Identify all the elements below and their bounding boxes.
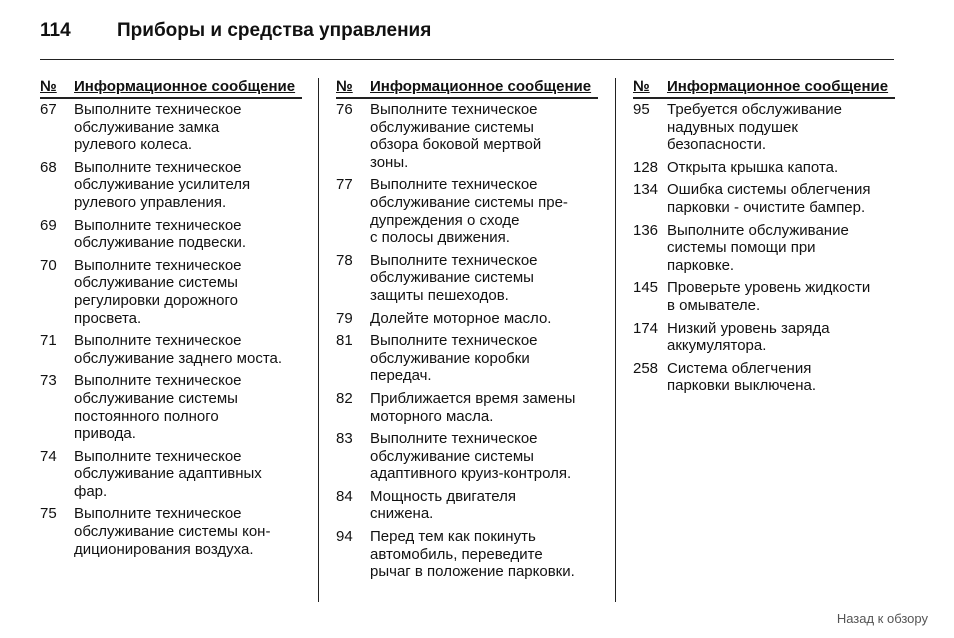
header-divider [40, 59, 894, 60]
message-row [633, 320, 895, 355]
message-row [40, 332, 302, 367]
message-text: Требуется обслуживание надувных подушек безопасности. [667, 101, 843, 154]
message-column-3 [633, 78, 895, 400]
message-number: 258 [633, 359, 659, 377]
message-number: 70 [40, 256, 57, 274]
message-row [633, 159, 895, 177]
column-divider [318, 78, 319, 602]
message-text: Мощность двигателя снижена. [370, 487, 517, 523]
message-text: Выполните техническое обслуживание адаптивных фар. [74, 447, 262, 500]
message-text: Выполните техническое обслуживание системы защиты пешеходов. [370, 251, 538, 304]
message-row [336, 332, 598, 385]
message-text: Выполните обслуживание системы помощи при парковке. [667, 221, 849, 274]
message-row [336, 310, 598, 328]
message-row [633, 181, 895, 216]
message-row [336, 390, 598, 425]
message-text: Выполните техническое обслуживание системы постоянного полного привода. [74, 372, 242, 443]
message-row [336, 488, 598, 523]
message-text: Долейте моторное масло. [370, 309, 552, 327]
message-row [633, 360, 895, 395]
message-row [40, 448, 302, 501]
message-text: Выполните техническое обслуживание коробки передач. [370, 332, 538, 385]
message-number: 74 [40, 447, 57, 465]
message-row [633, 101, 895, 154]
message-row [40, 159, 302, 212]
message-row [40, 505, 302, 558]
column-header-message: Информационное сообщение [667, 78, 889, 95]
message-row [336, 176, 598, 246]
message-number: 67 [40, 101, 57, 118]
message-text: Перед тем как покинуть автомобиль, переведите рычаг в положение парковки. [370, 528, 575, 581]
message-text: Выполните техническое обслуживание усилителя рулевого управления. [74, 158, 251, 211]
message-number: 71 [40, 332, 57, 350]
message-column-2 [336, 78, 598, 586]
column-header-message: Информационное сообщение [74, 78, 296, 95]
message-text: Открыта крышка капота. [667, 158, 839, 176]
message-number: 79 [336, 309, 353, 327]
message-row [336, 528, 598, 581]
message-text: Выполните техническое обслуживание подвески. [74, 216, 247, 252]
message-number: 77 [336, 176, 353, 194]
message-row [40, 372, 302, 442]
message-number: 75 [40, 505, 57, 523]
message-number: 145 [633, 279, 659, 297]
back-to-overview-link[interactable]: Назад к обзору [836, 611, 928, 626]
column-header-number: № [40, 78, 57, 95]
message-text: Выполните техническое обслуживание замка рулевого колеса. [74, 101, 242, 154]
message-number: 76 [336, 101, 353, 118]
message-row [336, 252, 598, 305]
message-row [40, 217, 302, 252]
message-row [40, 101, 302, 154]
message-text: Выполните техническое обслуживание системы кон- диционирования воздуха. [74, 505, 271, 558]
message-text: Выполните техническое обслуживание системы пре- дупреждения о сходе с полосы движения. [370, 176, 568, 247]
page-number: 114 [40, 20, 71, 41]
message-number: 83 [336, 430, 353, 448]
page-title: Приборы и средства управления [117, 20, 432, 41]
message-number: 94 [336, 528, 353, 546]
message-number: 174 [633, 319, 659, 337]
message-number: 68 [40, 158, 57, 176]
column-divider [615, 78, 616, 602]
message-text: Выполните техническое обслуживание системы регулировки дорожного просвета. [74, 256, 242, 327]
message-text: Выполните техническое обслуживание заднего моста. [74, 332, 283, 367]
column-header-message: Информационное сообщение [370, 78, 592, 95]
message-number: 81 [336, 332, 353, 350]
page-header [40, 20, 914, 46]
message-number: 95 [633, 101, 650, 118]
message-row [336, 101, 598, 171]
message-number: 136 [633, 221, 659, 239]
message-number: 69 [40, 216, 57, 234]
message-text: Выполните техническое обслуживание системы адаптивного круиз-контроля. [370, 430, 572, 483]
message-row [633, 222, 895, 275]
message-number: 84 [336, 487, 353, 505]
message-text: Ошибка системы облегчения парковки - очистите бампер. [667, 181, 871, 216]
column-header [40, 78, 302, 99]
message-text: Выполните техническое обслуживание системы обзора боковой мертвой зоны. [370, 101, 542, 171]
message-text: Приближается время замены моторного масла. [370, 389, 576, 425]
column-header [633, 78, 895, 99]
column-header [336, 78, 598, 99]
message-row [336, 430, 598, 483]
message-number: 128 [633, 158, 659, 176]
message-column-1 [40, 78, 302, 563]
message-number: 73 [40, 372, 57, 390]
message-number: 82 [336, 389, 353, 407]
column-header-number: № [633, 78, 650, 95]
message-text: Низкий уровень заряда аккумулятора. [667, 319, 830, 355]
message-number: 78 [336, 251, 353, 269]
message-row [633, 279, 895, 314]
message-text: Проверьте уровень жидкости в омывателе. [667, 279, 871, 314]
message-number: 134 [633, 181, 659, 199]
message-row [40, 257, 302, 327]
column-header-number: № [336, 78, 353, 95]
message-text: Система облегчения парковки выключена. [667, 359, 817, 395]
